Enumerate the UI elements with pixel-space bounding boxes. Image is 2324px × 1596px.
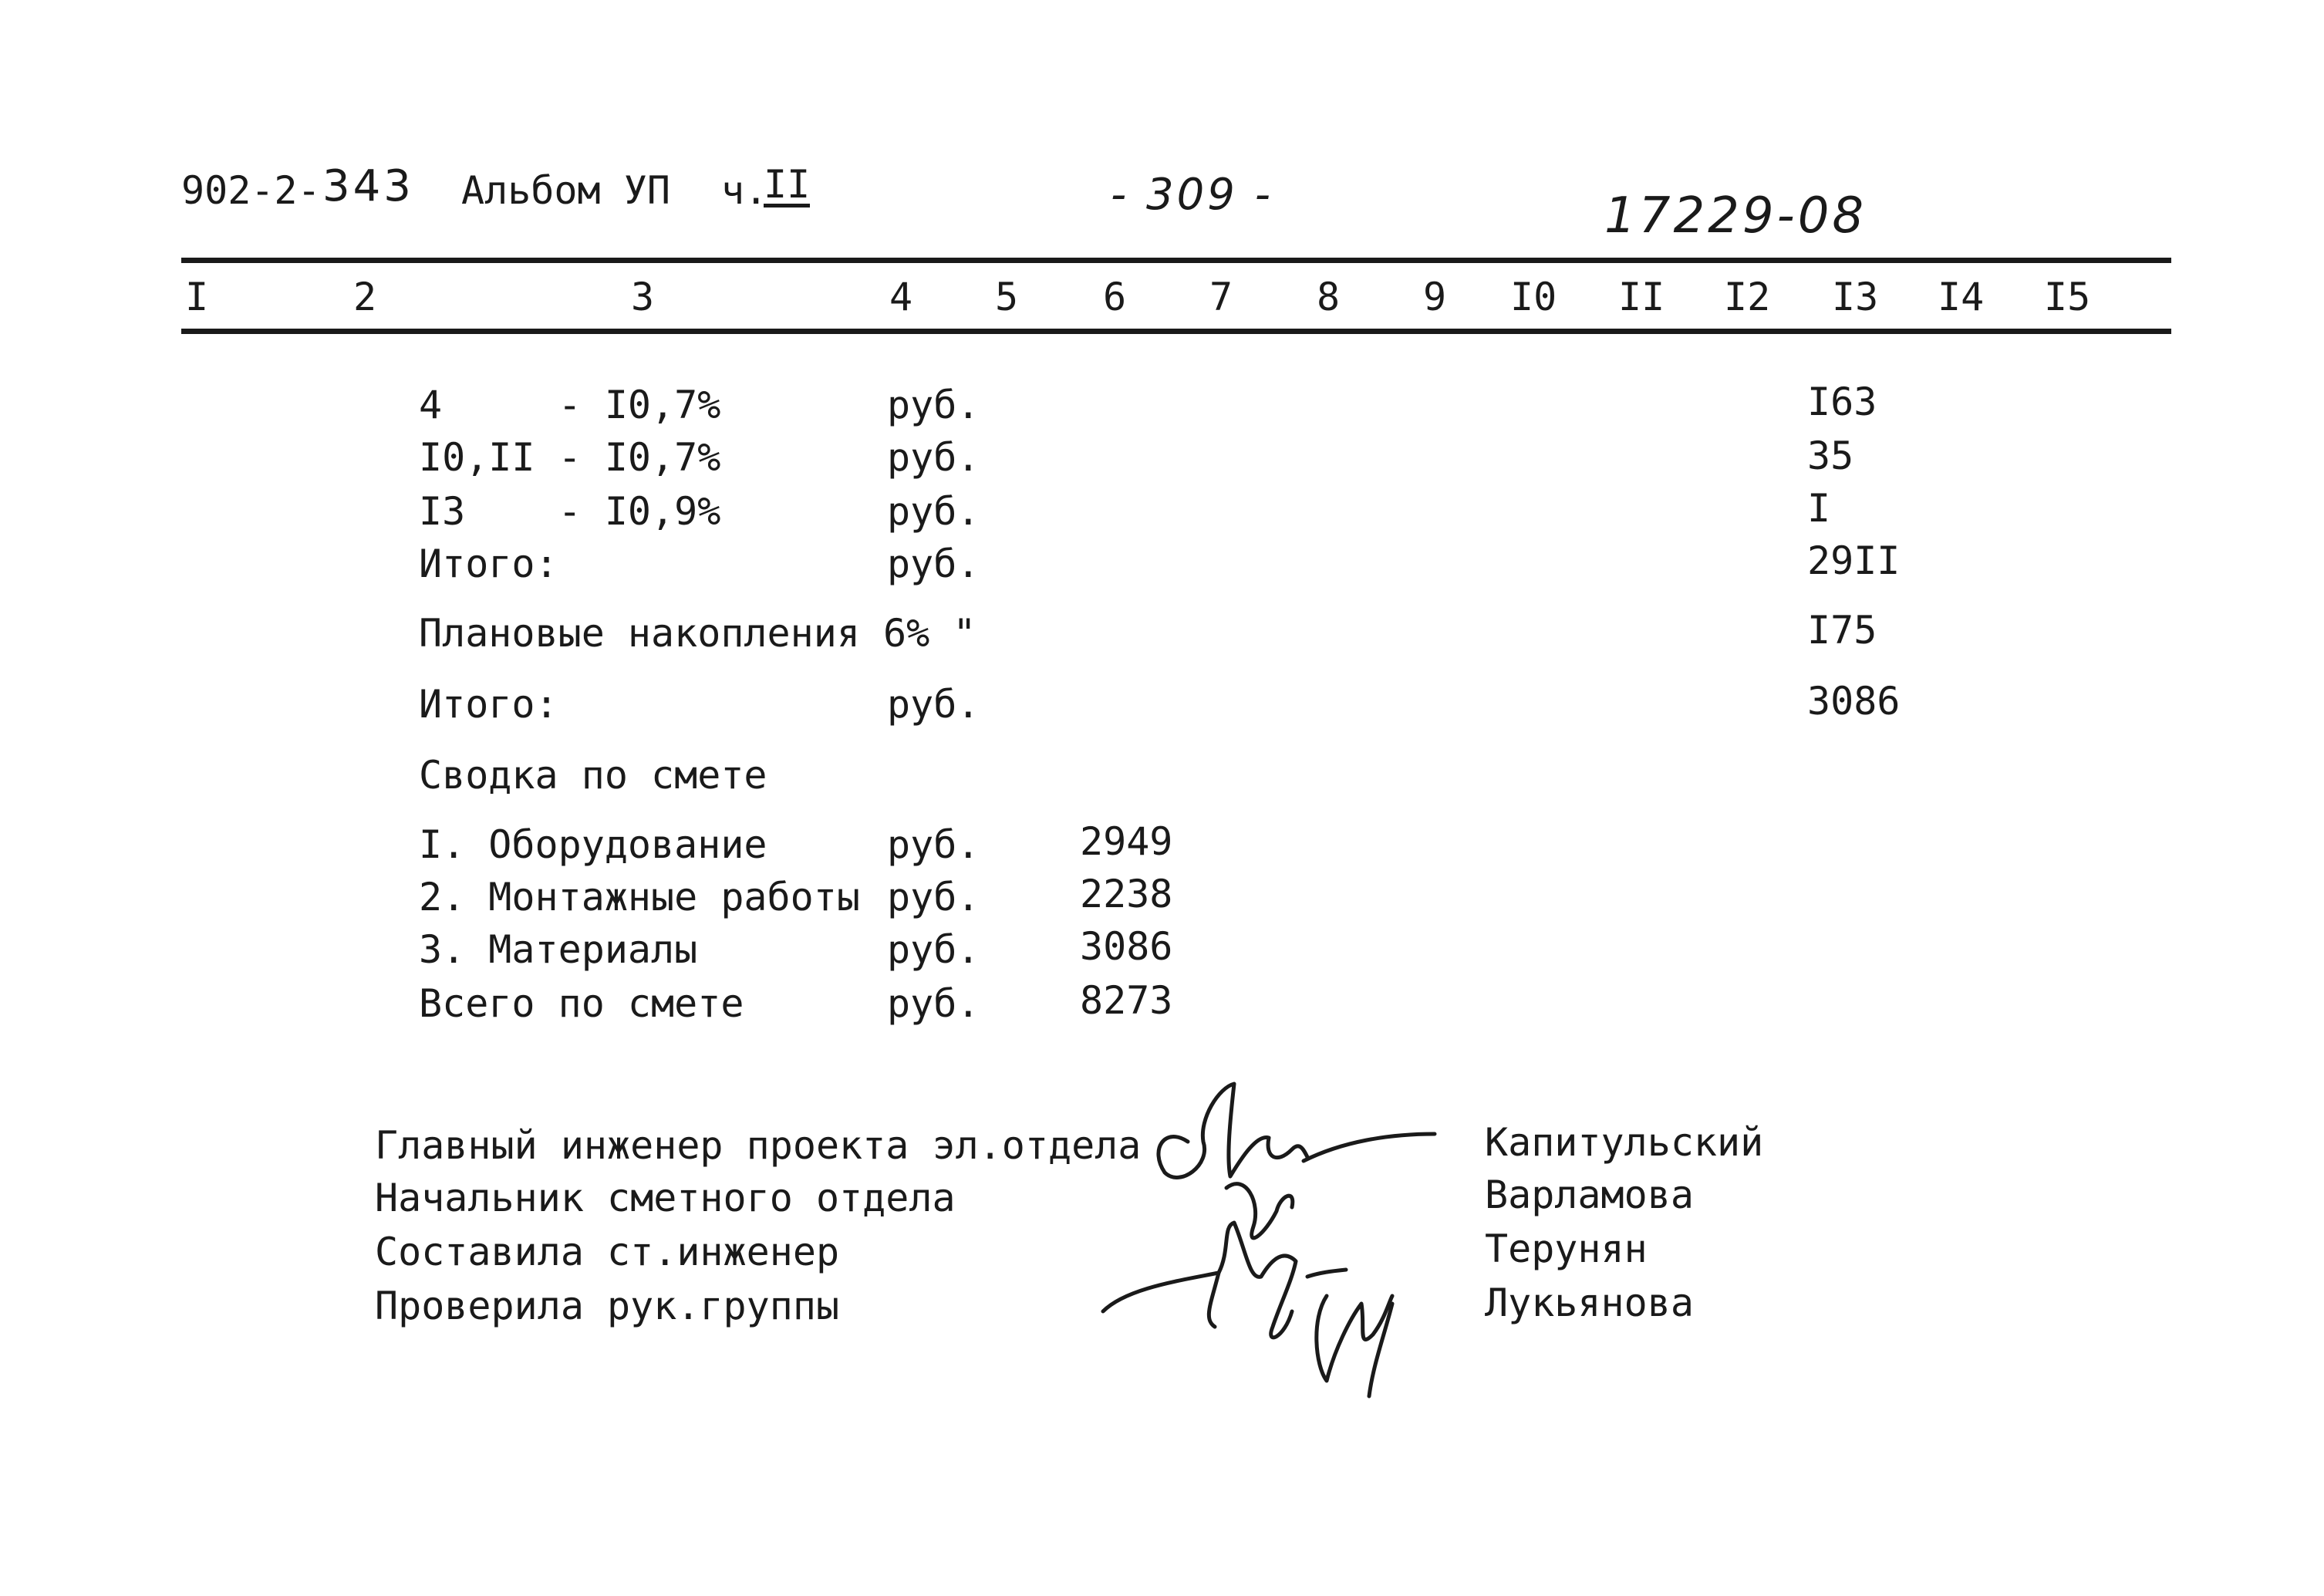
row-label: 4 - I0,7% bbox=[419, 383, 721, 427]
project-code-handwritten: 343 bbox=[322, 161, 414, 211]
signatory-name: Капитульский bbox=[1485, 1120, 1764, 1165]
signatory-name: Терунян bbox=[1485, 1227, 1648, 1271]
row-col6-value: 2238 bbox=[1080, 872, 1173, 916]
row-unit: руб. bbox=[887, 542, 980, 586]
page-number-handwritten: - 309 - bbox=[1111, 170, 1273, 220]
row-label: Плановые накопления 6% " bbox=[419, 611, 976, 656]
signatory-position: Главный инженер проекта эл.отдела bbox=[375, 1123, 1142, 1168]
summary-heading: Сводка по смете bbox=[419, 753, 767, 798]
signature-stroke-6 bbox=[1307, 1270, 1346, 1277]
row-unit: руб. bbox=[887, 489, 980, 534]
signature-stroke-8 bbox=[1369, 1304, 1392, 1396]
row-unit: руб. bbox=[887, 981, 980, 1026]
row-col13-value: 29II bbox=[1807, 538, 1901, 583]
row-unit: руб. bbox=[887, 927, 980, 972]
row-unit: руб. bbox=[887, 435, 980, 480]
column-header-8: 8 bbox=[1317, 275, 1341, 319]
column-header-13: I3 bbox=[1832, 275, 1879, 319]
row-unit: руб. bbox=[887, 875, 980, 919]
signatory-name: Лукьянова bbox=[1485, 1281, 1694, 1325]
signatory-position: Начальник сметного отдела bbox=[375, 1176, 956, 1220]
document-number-handwritten: 17229-08 bbox=[1604, 187, 1867, 245]
column-header-5: 5 bbox=[995, 275, 1019, 319]
row-unit: руб. bbox=[887, 682, 980, 727]
column-header-15: I5 bbox=[2044, 275, 2091, 319]
signature-stroke-2 bbox=[1304, 1134, 1435, 1161]
column-header-4: 4 bbox=[889, 275, 913, 319]
header-rule-top bbox=[181, 258, 2171, 263]
column-header-10: I0 bbox=[1510, 275, 1557, 319]
row-label: Итого: bbox=[419, 542, 558, 586]
header-rule-bottom bbox=[181, 329, 2171, 334]
column-header-1: I bbox=[185, 275, 209, 319]
row-label: Итого: bbox=[419, 682, 558, 727]
album-label: Альбом УП bbox=[461, 168, 670, 213]
handwritten-signatures bbox=[1095, 1072, 1496, 1412]
column-header-14: I4 bbox=[1938, 275, 1985, 319]
row-col13-value: 3086 bbox=[1807, 679, 1901, 724]
signature-stroke-4 bbox=[1103, 1223, 1296, 1338]
row-col6-value: 8273 bbox=[1080, 978, 1173, 1023]
column-header-9: 9 bbox=[1423, 275, 1447, 319]
part-number-handwritten: II bbox=[764, 162, 811, 207]
column-header-11: II bbox=[1618, 275, 1665, 319]
row-unit: руб. bbox=[887, 822, 980, 867]
row-label: 2. Монтажные работы bbox=[419, 875, 860, 919]
signatory-name: Варламова bbox=[1485, 1173, 1694, 1217]
row-label: Всего по смете bbox=[419, 981, 744, 1026]
row-col6-value: 2949 bbox=[1080, 819, 1173, 864]
column-header-3: 3 bbox=[631, 275, 655, 319]
signature-stroke-5 bbox=[1209, 1273, 1219, 1327]
row-col13-value: I75 bbox=[1807, 608, 1877, 653]
row-col6-value: 3086 bbox=[1080, 924, 1173, 969]
signatory-position: Проверила рук.группы bbox=[375, 1284, 840, 1328]
signature-stroke-1 bbox=[1159, 1084, 1307, 1177]
row-label: I. Оборудование bbox=[419, 822, 767, 867]
row-col13-value: I bbox=[1807, 486, 1831, 531]
row-label: I0,II - I0,7% bbox=[419, 435, 721, 480]
project-code: 902-2- bbox=[181, 168, 321, 213]
row-col13-value: I63 bbox=[1807, 380, 1877, 424]
row-col13-value: 35 bbox=[1807, 434, 1854, 478]
signatory-position: Составила ст.инженер bbox=[375, 1230, 840, 1274]
row-label: I3 - I0,9% bbox=[419, 489, 721, 534]
column-header-12: I2 bbox=[1724, 275, 1771, 319]
column-header-6: 6 bbox=[1103, 275, 1127, 319]
part-prefix: ч. bbox=[721, 168, 768, 213]
row-unit: руб. bbox=[887, 383, 980, 427]
column-header-7: 7 bbox=[1209, 275, 1233, 319]
column-header-2: 2 bbox=[353, 275, 377, 319]
row-label: 3. Материалы bbox=[419, 927, 698, 972]
